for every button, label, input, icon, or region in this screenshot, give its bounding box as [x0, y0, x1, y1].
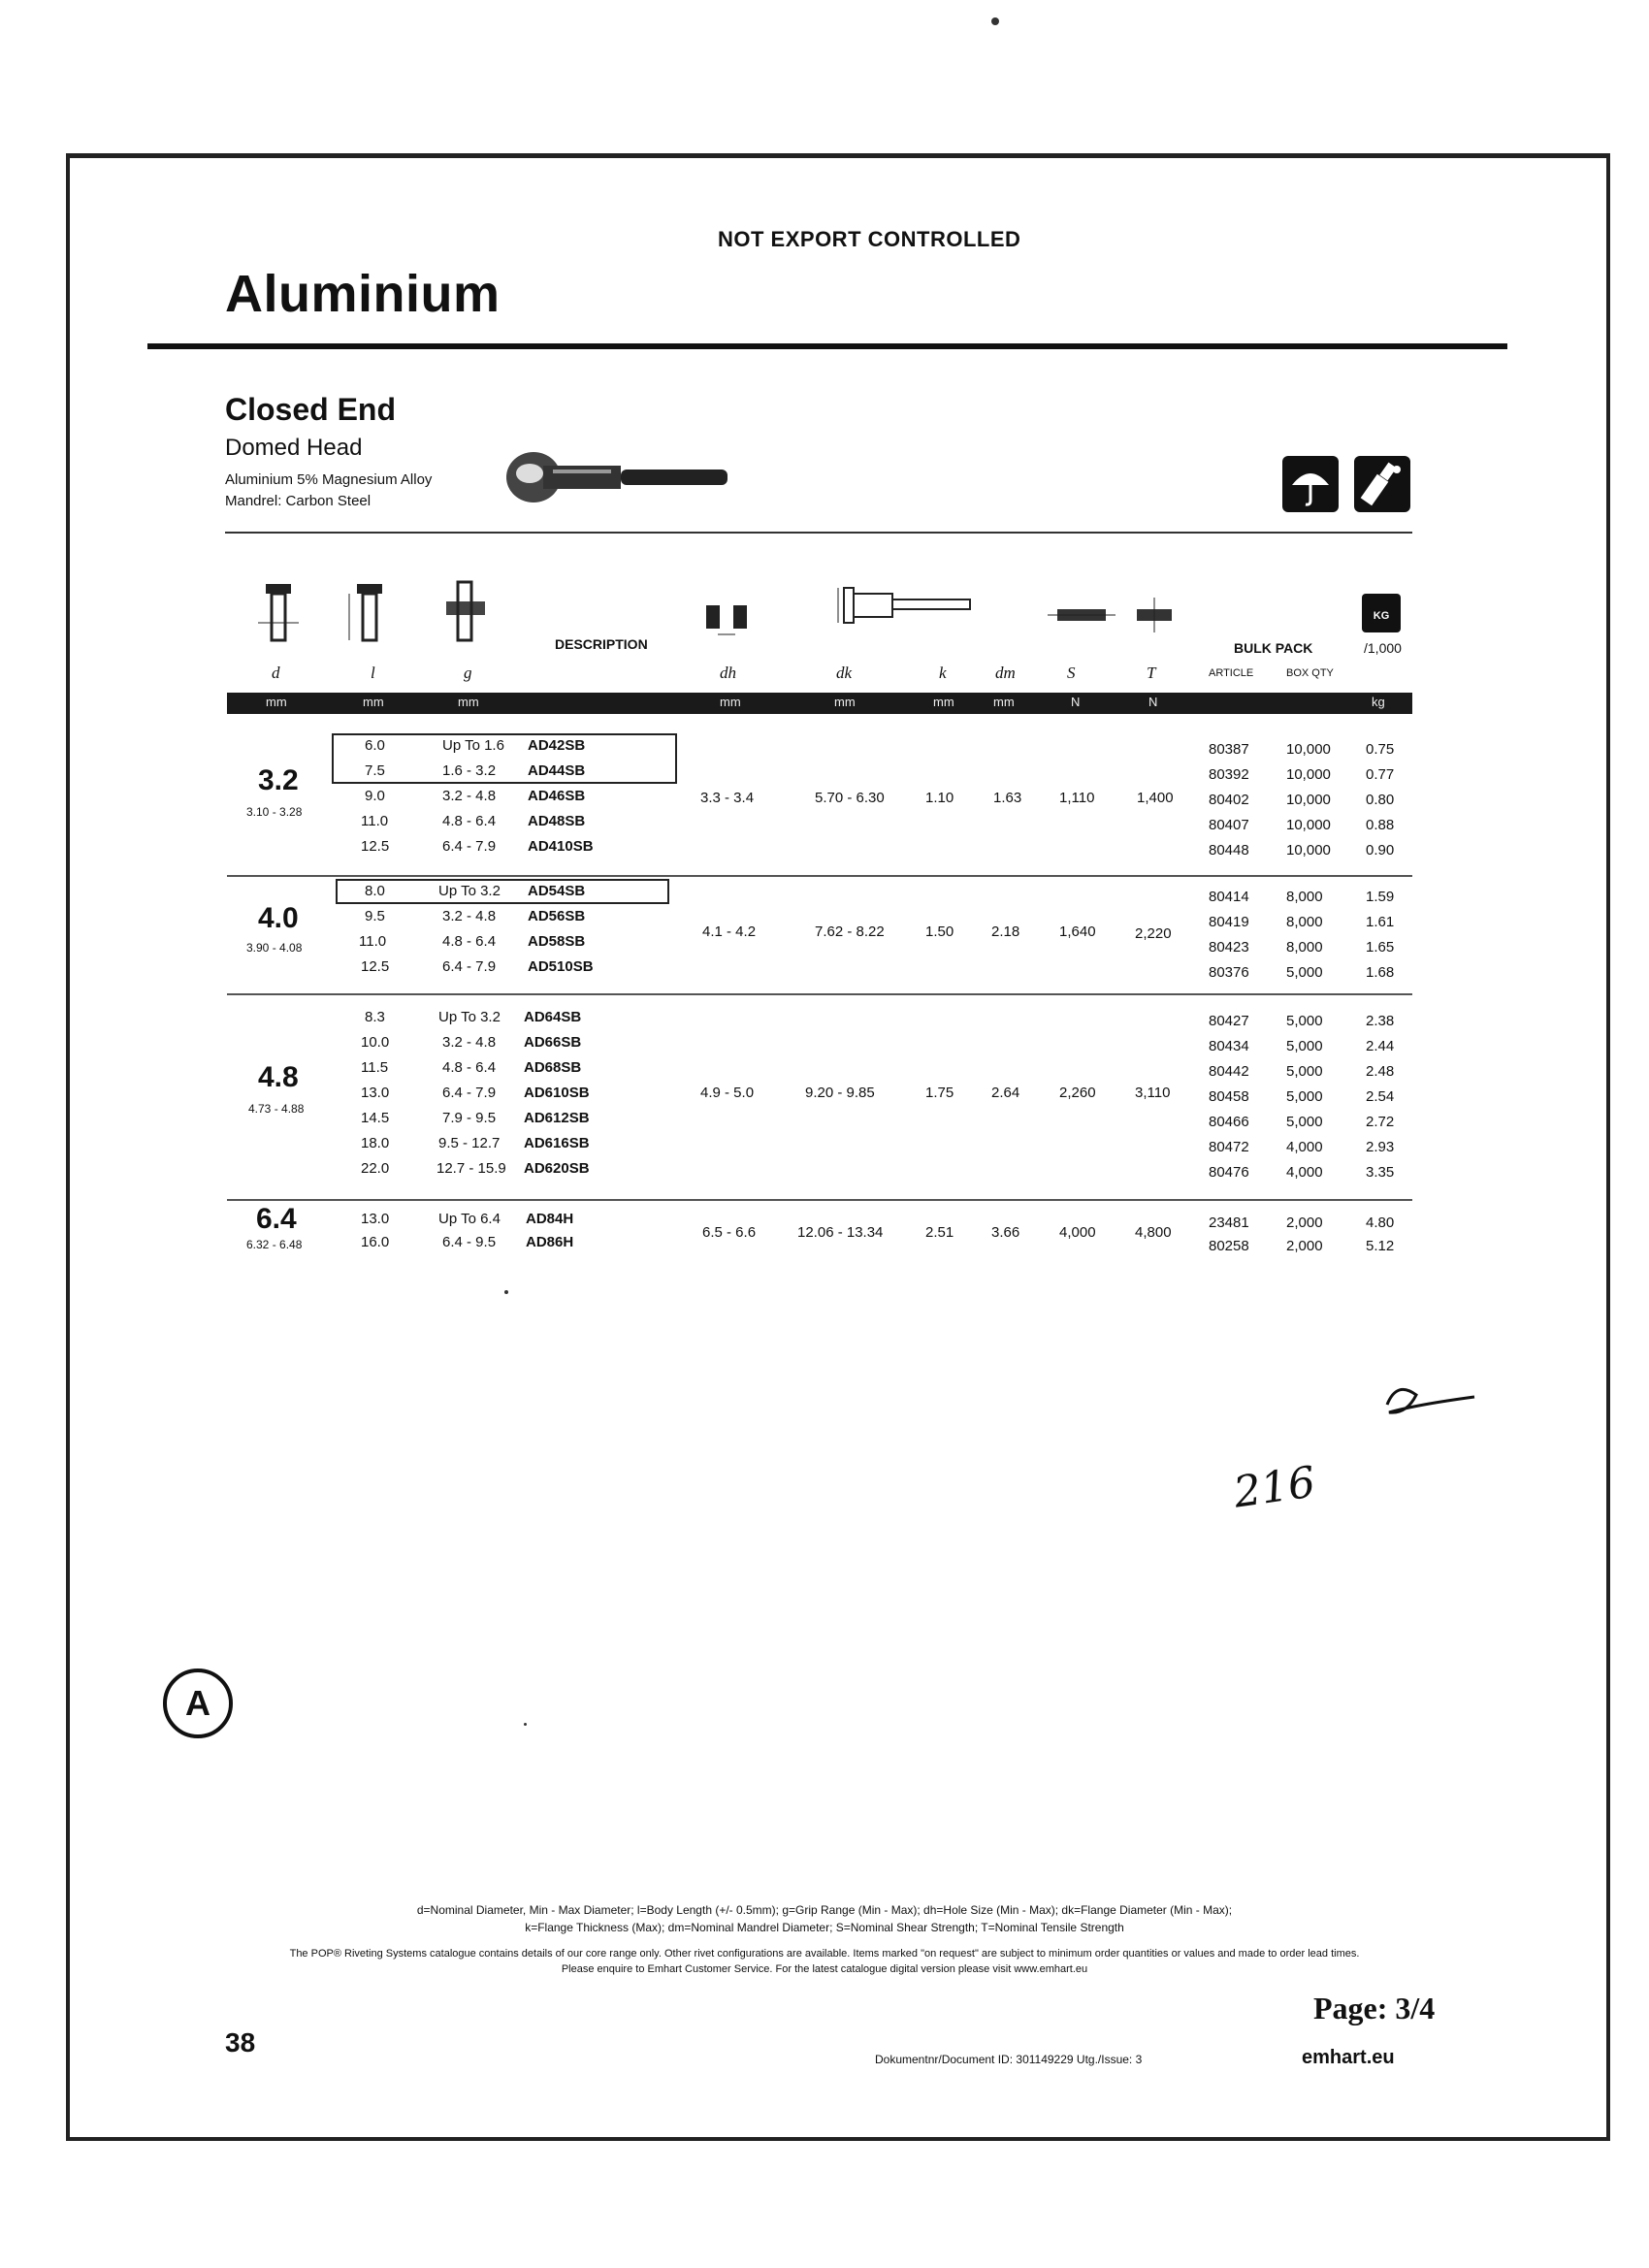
row-article: 80407: [1209, 817, 1249, 833]
group-mandrel-diameter: 1.63: [993, 790, 1022, 806]
row-grip: Up To 1.6: [442, 737, 504, 754]
unit-l: mm: [363, 695, 384, 709]
row-weight: 5.12: [1366, 1238, 1395, 1254]
product-material: Aluminium 5% Magnesium Alloy: [225, 471, 433, 488]
group-divider: [227, 1199, 1412, 1201]
row-weight: 0.80: [1366, 792, 1395, 808]
group-flange-thickness: 1.50: [925, 923, 954, 940]
product-subtitle: Domed Head: [225, 435, 363, 461]
group-flange-diameter: 9.20 - 9.85: [805, 1085, 875, 1101]
row-article: 80448: [1209, 842, 1249, 859]
title-divider: [147, 343, 1507, 349]
row-box-qty: 5,000: [1286, 1114, 1323, 1130]
row-length: 11.5: [361, 1059, 389, 1076]
legend-line-1: d=Nominal Diameter, Min - Max Diameter; l=Body Length (+/- 0.5mm); g=Grip Range (Min - Max); dh=Hole Size (Min - Max); dk=Flange Diameter (Min - Max);: [416, 1903, 1233, 1917]
group-mandrel-diameter: 2.64: [991, 1085, 1020, 1101]
hole-size-diagram-icon: [702, 601, 751, 640]
unit-t: N: [1148, 695, 1158, 709]
row-box-qty: 10,000: [1286, 792, 1331, 808]
catalogue-note-2: Please enquire to Emhart Customer Service. For the latest catalogue digital version please visit www.emhart.eu: [561, 1963, 1088, 1975]
row-length: 9.5: [365, 908, 385, 924]
row-length: 12.5: [361, 838, 390, 855]
nominal-diameter-diagram-icon: [254, 574, 303, 652]
row-article: 80466: [1209, 1114, 1249, 1130]
handwritten-number: 216: [1230, 1457, 1319, 1518]
group-flange-diameter: 12.06 - 13.34: [797, 1224, 884, 1241]
group-tensile-strength: 3,110: [1135, 1085, 1171, 1101]
row-length: 13.0: [361, 1211, 390, 1227]
group-diameter-range: 3.90 - 4.08: [246, 941, 303, 955]
row-grip: Up To 3.2: [438, 1009, 501, 1025]
rivet-tool-icon: [1354, 456, 1410, 512]
row-description: AD46SB: [528, 788, 586, 804]
row-article: 80472: [1209, 1139, 1249, 1155]
row-weight: 1.65: [1366, 939, 1395, 956]
row-article: 80476: [1209, 1164, 1249, 1181]
row-box-qty: 5,000: [1286, 1038, 1323, 1054]
row-length: 18.0: [361, 1135, 390, 1151]
row-description: AD612SB: [524, 1110, 590, 1126]
row-grip: 6.4 - 7.9: [442, 1085, 497, 1101]
row-article: 80427: [1209, 1013, 1249, 1029]
row-weight: 0.88: [1366, 817, 1395, 833]
row-article: 80458: [1209, 1088, 1249, 1105]
col-description-label: DESCRIPTION: [555, 636, 648, 652]
units-bar: [227, 693, 1412, 714]
row-grip: 6.4 - 9.5: [442, 1234, 497, 1250]
row-weight: 4.80: [1366, 1215, 1395, 1231]
row-length: 12.5: [361, 958, 390, 975]
group-flange-thickness: 1.10: [925, 790, 954, 806]
section-divider: [225, 532, 1412, 534]
row-grip: 4.8 - 6.4: [442, 1059, 497, 1076]
group-tensile-strength: 1,400: [1137, 790, 1174, 806]
row-description: AD68SB: [524, 1059, 582, 1076]
row-article: 80414: [1209, 889, 1249, 905]
group-shear-strength: 1,110: [1059, 790, 1095, 806]
row-description: AD610SB: [524, 1085, 590, 1101]
row-box-qty: 8,000: [1286, 914, 1323, 930]
row-length: 6.0: [365, 737, 385, 754]
group-hole-size: 6.5 - 6.6: [702, 1224, 757, 1241]
row-length: 8.0: [365, 883, 385, 899]
scan-speck: [991, 17, 999, 25]
row-article: 80442: [1209, 1063, 1249, 1080]
row-description: AD58SB: [528, 933, 586, 950]
umbrella-icon: [1282, 456, 1339, 512]
row-weight: 2.44: [1366, 1038, 1395, 1054]
highlight-box: [336, 879, 669, 904]
row-description: AD84H: [526, 1211, 574, 1227]
row-grip: 7.9 - 9.5: [442, 1110, 497, 1126]
row-grip: 6.4 - 7.9: [442, 838, 497, 855]
row-article: 80258: [1209, 1238, 1249, 1254]
row-article: 80376: [1209, 964, 1249, 981]
row-box-qty: 5,000: [1286, 1013, 1323, 1029]
row-weight: 1.61: [1366, 914, 1395, 930]
circled-letter-stamp: A: [163, 1669, 233, 1738]
handwritten-initials-mark: [1377, 1376, 1484, 1424]
group-flange-diameter: 5.70 - 6.30: [815, 790, 885, 806]
col-l-label: l: [371, 664, 375, 682]
row-box-qty: 5,000: [1286, 1063, 1323, 1080]
row-grip: 9.5 - 12.7: [438, 1135, 501, 1151]
group-hole-size: 4.9 - 5.0: [700, 1085, 755, 1101]
group-flange-thickness: 1.75: [925, 1085, 954, 1101]
row-article: 23481: [1209, 1215, 1249, 1231]
row-article: 80423: [1209, 939, 1249, 956]
weight-kg-icon: KG: [1362, 594, 1401, 632]
row-length: 9.0: [365, 788, 385, 804]
row-description: AD620SB: [524, 1160, 590, 1177]
unit-weight: kg: [1372, 695, 1385, 709]
group-diameter-range: 4.73 - 4.88: [248, 1102, 305, 1116]
row-length: 22.0: [361, 1160, 390, 1177]
unit-dk: mm: [834, 695, 856, 709]
shear-strength-diagram-icon: [1048, 605, 1116, 625]
grip-range-diagram-icon: [438, 574, 493, 652]
row-article: 80402: [1209, 792, 1249, 808]
page-number: 38: [225, 2027, 256, 2057]
group-flange-diameter: 7.62 - 8.22: [815, 923, 885, 940]
group-diameter: 4.0: [258, 902, 299, 934]
group-tensile-strength: 2,220: [1135, 925, 1172, 942]
group-diameter: 6.4: [256, 1203, 297, 1235]
col-bulk-pack-label: BULK PACK: [1234, 640, 1313, 656]
row-grip: Up To 3.2: [438, 883, 501, 899]
row-grip: 12.7 - 15.9: [436, 1160, 506, 1177]
col-dm-label: dm: [995, 664, 1016, 682]
row-weight: 1.68: [1366, 964, 1395, 981]
row-weight: 0.75: [1366, 741, 1395, 758]
row-description: AD510SB: [528, 958, 594, 975]
export-control-note: NOT EXPORT CONTROLLED: [718, 227, 1021, 251]
row-description: AD48SB: [528, 813, 586, 829]
row-weight: 0.90: [1366, 842, 1395, 859]
group-hole-size: 3.3 - 3.4: [700, 790, 755, 806]
row-length: 11.0: [361, 813, 389, 829]
unit-dh: mm: [720, 695, 741, 709]
document-id: Dokumentnr/Document ID: 301149229 Utg./Issue: 3: [875, 2053, 1143, 2066]
row-length: 16.0: [361, 1234, 390, 1250]
row-description: AD410SB: [528, 838, 594, 855]
row-grip: Up To 6.4: [438, 1211, 501, 1227]
row-box-qty: 2,000: [1286, 1215, 1323, 1231]
col-dk-label: dk: [836, 664, 853, 682]
page-title: Aluminium: [225, 265, 501, 323]
row-description: AD44SB: [528, 762, 586, 779]
row-description: AD56SB: [528, 908, 586, 924]
row-grip: 3.2 - 4.8: [442, 788, 497, 804]
row-box-qty: 10,000: [1286, 817, 1331, 833]
rivet-image: [504, 448, 737, 506]
row-length: 8.3: [365, 1009, 385, 1025]
scan-speck: [524, 1723, 527, 1726]
page-stamp: Page: 3/4: [1313, 1991, 1436, 2025]
row-description: AD42SB: [528, 737, 586, 754]
product-title: Closed End: [225, 392, 397, 427]
legend-line-2: k=Flange Thickness (Max); dm=Nominal Mandrel Diameter; S=Nominal Shear Strength; T=Nominal Tensile Strength: [525, 1921, 1124, 1934]
row-box-qty: 10,000: [1286, 842, 1331, 859]
row-grip: 1.6 - 3.2: [442, 762, 497, 779]
unit-d: mm: [266, 695, 287, 709]
row-description: AD64SB: [524, 1009, 582, 1025]
row-weight: 3.35: [1366, 1164, 1395, 1181]
group-diameter: 3.2: [258, 764, 299, 796]
group-shear-strength: 1,640: [1059, 923, 1096, 940]
tensile-strength-diagram-icon: [1135, 598, 1174, 632]
col-per-thousand-label: /1,000: [1364, 640, 1402, 656]
group-diameter-range: 6.32 - 6.48: [246, 1238, 303, 1251]
group-divider: [227, 875, 1412, 877]
row-weight: 2.72: [1366, 1114, 1395, 1130]
flange-diagram-icon: [805, 578, 999, 640]
col-article-label: ARTICLE: [1209, 667, 1254, 679]
group-mandrel-diameter: 3.66: [991, 1224, 1020, 1241]
group-shear-strength: 2,260: [1059, 1085, 1096, 1101]
unit-k: mm: [933, 695, 954, 709]
body-length-diagram-icon: [343, 574, 392, 652]
row-article: 80387: [1209, 741, 1249, 758]
row-length: 11.0: [359, 933, 387, 950]
col-d-label: d: [272, 664, 280, 682]
row-length: 14.5: [361, 1110, 390, 1126]
unit-s: N: [1071, 695, 1081, 709]
row-weight: 2.38: [1366, 1013, 1395, 1029]
row-length: 13.0: [361, 1085, 390, 1101]
row-grip: 4.8 - 6.4: [442, 933, 497, 950]
brand-url: emhart.eu: [1302, 2047, 1395, 2068]
scan-speck: [504, 1290, 508, 1294]
row-weight: 2.48: [1366, 1063, 1395, 1080]
col-dh-label: dh: [720, 664, 736, 682]
group-divider: [227, 993, 1412, 995]
col-t-label: T: [1147, 664, 1156, 682]
row-grip: 3.2 - 4.8: [442, 1034, 497, 1051]
row-weight: 0.77: [1366, 766, 1395, 783]
row-box-qty: 4,000: [1286, 1139, 1323, 1155]
row-article: 80434: [1209, 1038, 1249, 1054]
product-mandrel: Mandrel: Carbon Steel: [225, 493, 372, 509]
row-box-qty: 2,000: [1286, 1238, 1323, 1254]
group-diameter: 4.8: [258, 1061, 299, 1093]
row-box-qty: 5,000: [1286, 964, 1323, 981]
row-description: AD66SB: [524, 1034, 582, 1051]
row-length: 7.5: [365, 762, 385, 779]
row-grip: 4.8 - 6.4: [442, 813, 497, 829]
unit-g: mm: [458, 695, 479, 709]
row-length: 10.0: [361, 1034, 390, 1051]
row-weight: 2.93: [1366, 1139, 1395, 1155]
row-grip: 3.2 - 4.8: [442, 908, 497, 924]
col-k-label: k: [939, 664, 947, 682]
row-description: AD54SB: [528, 883, 586, 899]
col-box-qty-label: BOX QTY: [1286, 667, 1334, 679]
row-article: 80419: [1209, 914, 1249, 930]
row-box-qty: 8,000: [1286, 939, 1323, 956]
row-article: 80392: [1209, 766, 1249, 783]
row-box-qty: 10,000: [1286, 766, 1331, 783]
row-box-qty: 4,000: [1286, 1164, 1323, 1181]
unit-dm: mm: [993, 695, 1015, 709]
row-weight: 1.59: [1366, 889, 1395, 905]
group-hole-size: 4.1 - 4.2: [702, 923, 757, 940]
catalogue-note-1: The POP® Riveting Systems catalogue contains details of our core range only. Other rivet configurations are available. Items marked "on request" are subject to minimum order quantities or values and made to order lead times.: [289, 1948, 1360, 1960]
row-grip: 6.4 - 7.9: [442, 958, 497, 975]
row-weight: 2.54: [1366, 1088, 1395, 1105]
group-mandrel-diameter: 2.18: [991, 923, 1020, 940]
group-tensile-strength: 4,800: [1135, 1224, 1172, 1241]
group-diameter-range: 3.10 - 3.28: [246, 805, 303, 819]
row-description: AD616SB: [524, 1135, 590, 1151]
row-box-qty: 5,000: [1286, 1088, 1323, 1105]
group-shear-strength: 4,000: [1059, 1224, 1096, 1241]
group-flange-thickness: 2.51: [925, 1224, 954, 1241]
col-g-label: g: [464, 664, 472, 682]
row-box-qty: 10,000: [1286, 741, 1331, 758]
row-box-qty: 8,000: [1286, 889, 1323, 905]
col-s-label: S: [1067, 664, 1076, 682]
row-description: AD86H: [526, 1234, 574, 1250]
